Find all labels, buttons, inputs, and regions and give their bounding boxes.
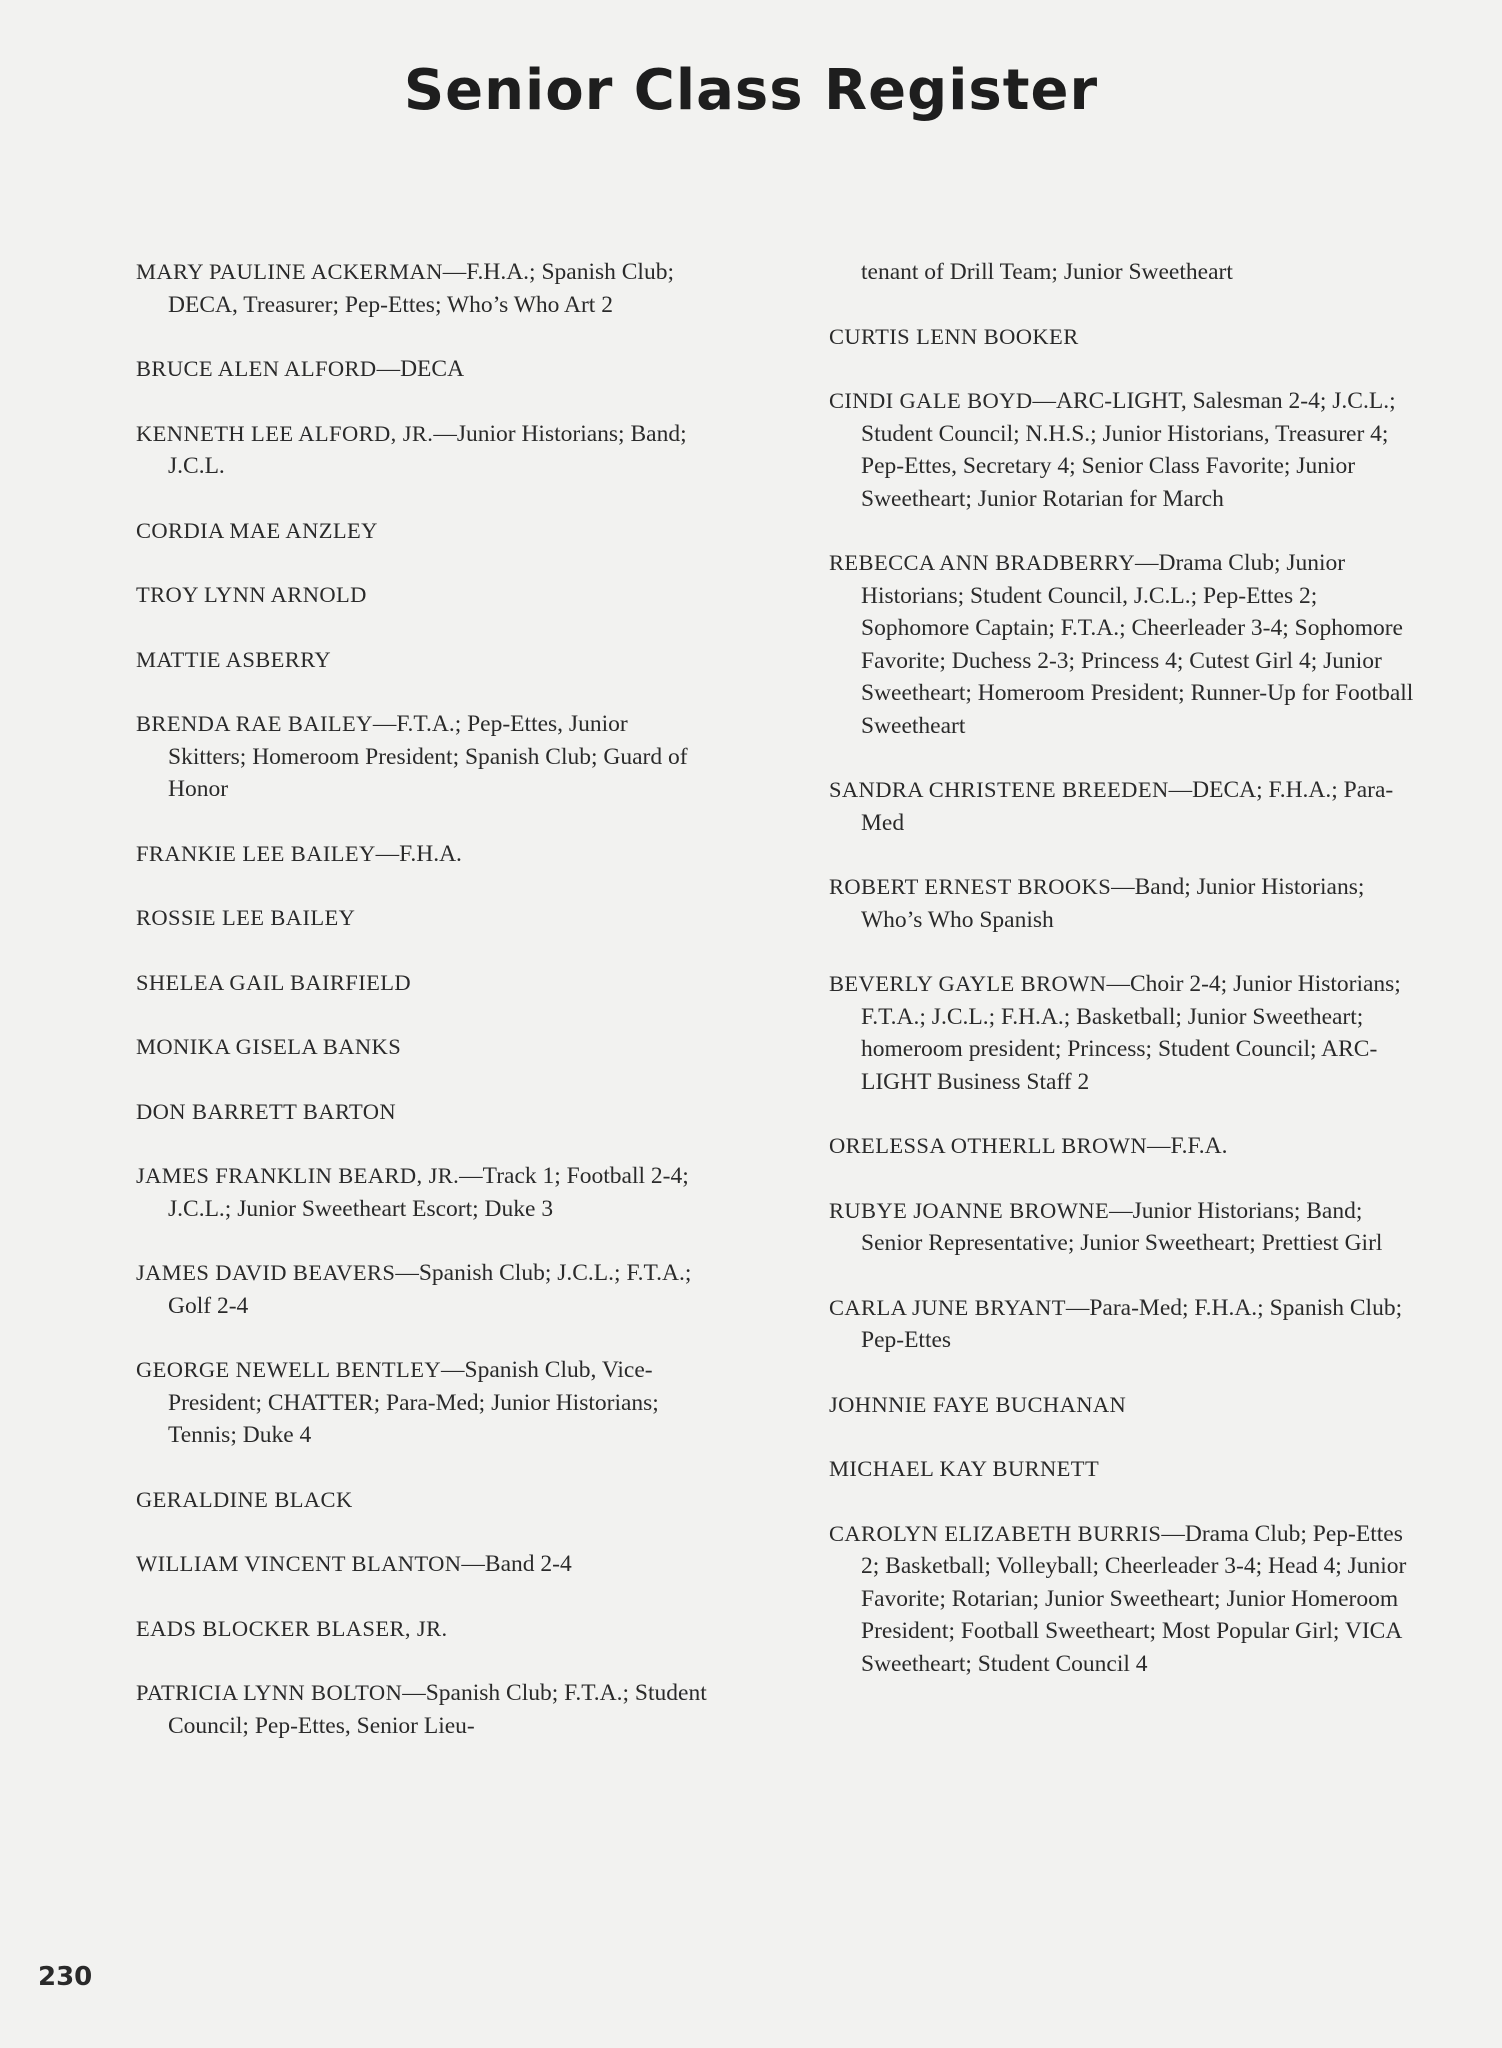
student-name: MARY PAULINE ACKERMAN [136, 259, 443, 284]
student-name: ORELESSA OTHERLL BROWN [829, 1133, 1147, 1158]
register-entry [136, 644, 711, 677]
student-name: TROY LYNN ARNOLD [136, 582, 367, 607]
register-entry [136, 902, 711, 935]
student-name: BRENDA RAE BAILEY [136, 711, 373, 736]
student-name: JOHNNIE FAYE BUCHANAN [829, 1391, 1127, 1417]
student-activities: —Drama Club; Pep-Ettes 2; Basketball; Volleyball; Cheerleader 3-4; Head 4; Junior Favorite; Rotarian; Junior Sweetheart; Junior Homeroom President; Football Sweetheart; Most Popular Girl; VICA Sweetheart; Student Council 4 [861, 1520, 1407, 1677]
student-activities: —Track 1; Football 2-4; J.C.L.; Junior Sweetheart Escort; Duke 3 [168, 1163, 689, 1222]
student-name: JAMES FRANKLIN BEARD, JR. [136, 1163, 460, 1188]
register-entry [136, 418, 711, 483]
student-name: WILLIAM VINCENT BLANTON [136, 1551, 462, 1576]
student-name: EADS BLOCKER BLASER, JR. [136, 1615, 448, 1641]
register-entry [829, 1518, 1414, 1681]
student-name: SHELEA GAIL BAIRFIELD [136, 969, 412, 995]
page-title: Senior Class Register [403, 58, 1099, 123]
register-entry [136, 1613, 711, 1646]
student-activities: —DECA [376, 356, 465, 382]
student-activities: —F.F.A. [1146, 1133, 1228, 1159]
student-name: CINDI GALE BOYD [829, 388, 1033, 413]
student-name: CARLA JUNE BRYANT [829, 1294, 1066, 1320]
register-entry [136, 1031, 711, 1064]
register-entry [829, 1453, 1414, 1486]
student-name: MATTIE ASBERRY [136, 646, 332, 672]
student-activities: —F.H.A. [375, 840, 462, 867]
register-entry [136, 1160, 711, 1225]
student-activities: —DECA; F.H.A.; Para-Med [861, 777, 1394, 836]
register-entry [136, 708, 711, 806]
student-activities: —Choir 2-4; Junior Historians; F.T.A.; J.C.L.; F.H.A.; Basketball; Junior Sweetheart; homeroom president; Princess; Student Council; ARC-LIGHT Business Staff 2 [861, 971, 1401, 1095]
student-name: PATRICIA LYNN BOLTON [136, 1680, 403, 1705]
student-name: SANDRA CHRISTENE BREEDEN [829, 777, 1169, 802]
right-column [829, 256, 1414, 1712]
register-entry [829, 321, 1414, 354]
student-name: GERALDINE BLACK [136, 1486, 353, 1512]
register-entry [136, 579, 711, 612]
student-activities: —Spanish Club; J.C.L.; F.T.A.; Golf 2-4 [168, 1260, 692, 1319]
student-name: REBECCA ANN BRADBERRY [829, 550, 1135, 575]
student-name: MICHAEL KAY BURNETT [829, 1456, 1100, 1481]
register-entry [829, 1389, 1414, 1422]
left-column [136, 256, 711, 1774]
student-activities: —Spanish Club; F.T.A.; Student Council; Pep-Ettes, Senior Lieu- [168, 1680, 707, 1739]
register-entry [136, 353, 711, 386]
student-activities: —Para-Med; F.H.A.; Spanish Club; Pep-Ettes [861, 1294, 1403, 1353]
page-number: 230 [38, 1962, 93, 1992]
student-name: ROSSIE LEE BAILEY [136, 905, 356, 930]
student-name: JAMES DAVID BEAVERS [136, 1260, 396, 1285]
register-entry [136, 1257, 711, 1322]
register-entry [136, 1548, 711, 1581]
register-entry [136, 515, 711, 548]
student-name: CORDIA MAE ANZLEY [136, 517, 378, 543]
student-name: KENNETH LEE ALFORD, JR. [136, 420, 434, 446]
student-name: FRANKIE LEE BAILEY [136, 840, 376, 866]
student-name: GEORGE NEWELL BENTLEY [136, 1357, 441, 1382]
register-entry [829, 1195, 1414, 1260]
student-name: ROBERT ERNEST BROOKS [829, 874, 1112, 899]
student-name: BEVERLY GAYLE BROWN [829, 971, 1107, 996]
student-name: CAROLYN ELIZABETH BURRIS [829, 1520, 1162, 1546]
student-activities: —Spanish Club, Vice-President; CHATTER; Para-Med; Junior Historians; Tennis; Duke 4 [168, 1357, 659, 1448]
register-entry [829, 968, 1414, 1098]
student-activities: —F.T.A.; Pep-Ettes, Junior Skitters; Homeroom President; Spanish Club; Guard of Honor [168, 711, 688, 802]
register-entry [829, 547, 1414, 742]
student-activities: —Band 2-4 [461, 1551, 572, 1577]
student-name: MONIKA GISELA BANKS [136, 1034, 402, 1059]
student-name: DON BARRETT BARTON [136, 1098, 397, 1124]
student-name: BRUCE ALEN ALFORD [136, 356, 377, 381]
register-entry [829, 1130, 1414, 1163]
student-activities: —ARC-LIGHT, Salesman 2-4; J.C.L.; Student Council; N.H.S.; Junior Historians, Treasurer 4; Pep-Ettes, Secretary 4; Senior Class Favorite; Junior Sweetheart; Junior Rotarian for March [861, 388, 1396, 512]
student-name: CURTIS LENN BOOKER [829, 323, 1079, 349]
register-entry [829, 774, 1414, 839]
register-entry [829, 385, 1414, 515]
student-activities: —F.H.A.; Spanish Club; DECA, Treasurer; Pep-Ettes; Who’s Who Art 2 [168, 259, 674, 318]
continued-entry: tenant of Drill Team; Junior Sweetheart [861, 259, 1233, 285]
register-entry [136, 1354, 711, 1452]
register-entry [136, 838, 711, 871]
register-entry [829, 871, 1414, 936]
register-entry [136, 967, 711, 1000]
register-entry [136, 1677, 711, 1742]
student-activities: —Drama Club; Junior Historians; Student Council, J.C.L.; Pep-Ettes 2; Sophomore Captain; F.T.A.; Cheerleader 3-4; Sophomore Favorite; Duchess 2-3; Princess 4; Cutest Girl 4; Junior Sweetheart; Homeroom President; Runner-Up for Football Sweetheart [861, 550, 1414, 739]
register-entry [829, 1292, 1414, 1357]
register-entry [136, 1096, 711, 1129]
student-activities: —Junior Historians; Band; Senior Representative; Junior Sweetheart; Prettiest Girl [861, 1197, 1383, 1256]
register-entry [136, 256, 711, 321]
register-entry [136, 1484, 711, 1517]
student-activities: —Junior Historians; Band; J.C.L. [168, 420, 687, 479]
student-activities: —Band; Junior Historians; Who’s Who Spanish [861, 874, 1365, 933]
student-name: RUBYE JOANNE BROWNE [829, 1197, 1110, 1223]
